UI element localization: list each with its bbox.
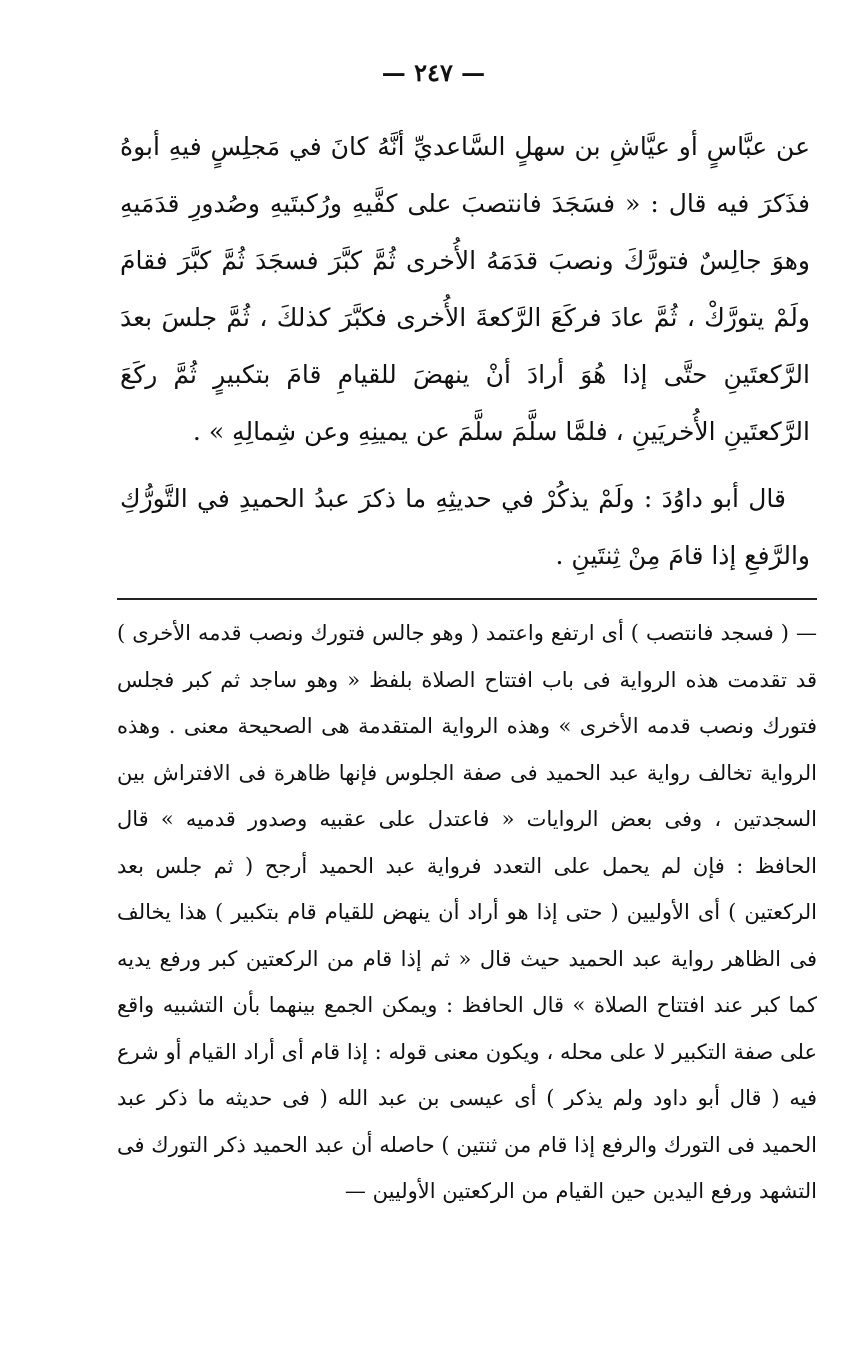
hadith-text-block	[120, 118, 810, 584]
footnote-divider	[117, 598, 817, 600]
commentary-text: — ( فسجد فانتصب ) أى ارتفع واعتمد ( وهو جالس فتورك ونصب قدمه الأخرى ) قد تقدمت هذه الرواية فى باب افتتاح الصلاة بلفظ « وهو ساجد ثم كبر فجلس فتورك ونصب قدمه الأخرى » وهذه الرواية المتقدمة هى الصحيحة معنى . وهذه الرواية تخالف رواية عبد الحميد فى صفة الجلوس فإنها ظاهرة فى الافتراش بين السجدتين ، وفى بعض الروايات « فاعتدل على عقبيه وصدور قدميه » قال الحافظ : فإن لم يحمل على التعدد فرواية عبد الحميد أرجح ( ثم جلس بعد الركعتين ) أى الأوليين ( حتى إذا هو أراد أن ينهض للقيام قام بتكبير ) هذا يخالف فى الظاهر رواية عبد الحميد حيث قال « ثم إذا قام من الركعتين كبر ورفع يديه كما كبر عند افتتاح الصلاة » قال الحافظ : ويمكن الجمع بينهما بأن التشبيه واقع على صفة التكبير لا على محله ، ويكون معنى قوله : إذا قام أى أراد القيام أو شرع فيه ( قال أبو داود ولم يذكر ) أى عيسى بن عبد الله ( فى حديثه ما ذكر عبد الحميد فى التورك والرفع إذا قام من ثنتين ) حاصله أن عبد الحميد ذكر التورك فى التشهد ورفع اليدين حين القيام من الركعتين الأوليين —	[117, 621, 817, 1203]
page-number: — ٢٤٧ —	[381, 58, 486, 87]
commentary-block	[117, 610, 817, 1215]
hadith-narration: عن عبَّاسٍ أو عيَّاشِ بن سهلٍ السَّاعديِّ أنَّهُ كانَ في مَجلِسٍ فيهِ أبوهُ فذَكرَ فيه قال : « فسَجَدَ فانتصبَ على كفَّيهِ ورُكبتَيهِ وصُدورِ قدَمَيهِ وهوَ جالِسٌ فتورَّكَ ونصبَ قدَمَهُ الأُخرى ثُمَّ كبَّرَ فسجَدَ ثُمَّ كبَّرَ فقامَ ولَمْ يتورَّكْ ، ثُمَّ عادَ فركَعَ الرَّكعةَ الأُخرى فكبَّرَ كذلكَ ، ثُمَّ جلسَ بعدَ الرَّكعتَينِ حتَّى إذا هُوَ أرادَ أنْ ينهضَ للقيامِ قامَ بتكبيرٍ ثُمَّ ركَعَ الرَّكعتَينِ الأُخريَينِ ، فلمَّا سلَّمَ سلَّمَ عن يمينِهِ وعن شِمالِهِ » .	[120, 132, 810, 446]
abu-dawud-note: قال أبو داوُدَ : ولَمْ يذكُرْ في حديثِهِ ما ذكرَ عبدُ الحميدِ في التَّورُّكِ والرَّفعِ إذا قامَ مِنْ ثِنتَينِ .	[120, 484, 810, 570]
